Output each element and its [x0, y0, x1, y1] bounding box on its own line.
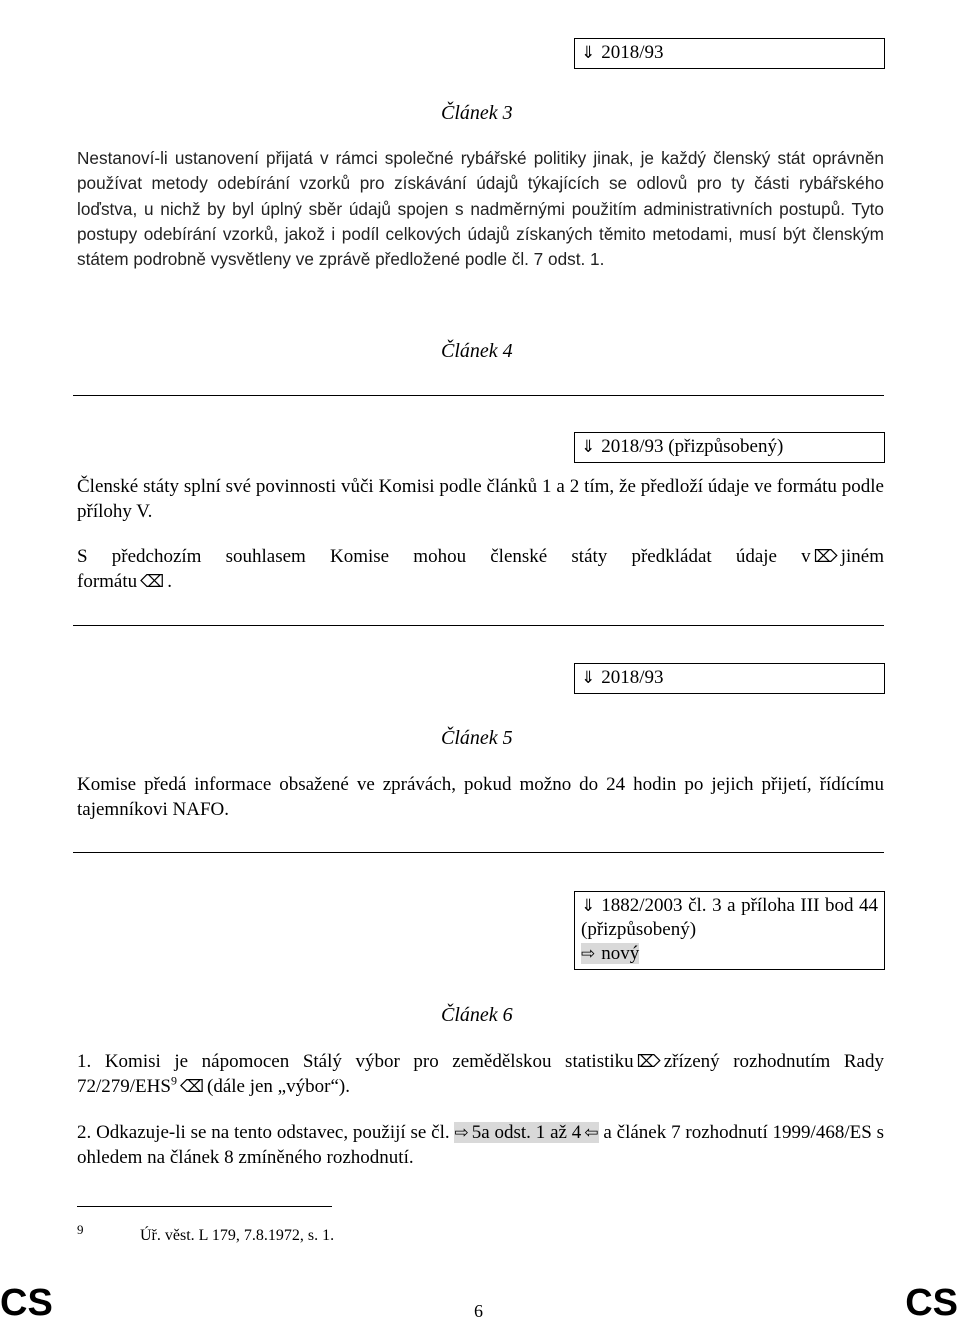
article-6-paragraph-1 [77, 1050, 884, 1099]
arrow-down-icon: ⇓ [581, 896, 596, 916]
inserted-text-block [454, 1122, 598, 1143]
source-reference-text: 2018/93 [601, 667, 664, 688]
paragraph-text: . [167, 570, 172, 592]
language-code-right: CS [905, 1282, 958, 1324]
section-divider [73, 852, 884, 853]
arrow-down-icon: ⇓ [581, 437, 596, 457]
footnote-reference[interactable]: 9 [170, 1073, 177, 1088]
paragraph-text: a článek 7 rozhodnutí 1999/468/ES s ohledem na článek 8 zmíněného rozhodnutí. [77, 1122, 885, 1168]
article-4-paragraph-2 [77, 545, 884, 594]
article-5-heading: Článek 5 [441, 727, 513, 749]
language-code-left: CS [0, 1282, 53, 1324]
delete-start-icon: ⌦ [636, 1052, 661, 1072]
article-3-heading: Článek 3 [441, 102, 513, 124]
article-3-text: Nestanoví-li ustanovení přijatá v rámci společné rybářské politiky jinak, je každý členský stát oprávněn používat metody odebírání vzorků pro získávání údajů týkajících se odlovů pro ty části rybářského loďstva, u nichž by byl úplný sběr údajů spojen s nadměrnými použitím administrativních postupů. Tyto postupy odebírání vzorků, jakož i podíl celkových údajů získaných těmito metodami, musí být členským státem podrobně vysvětleny ve zprávě předložené podle čl. 7 odst. 1. [77, 148, 884, 270]
paragraph-text: 1. Komisi je nápomocen Stálý výbor pro zemědělskou statistiku [77, 1051, 634, 1072]
delete-start-icon: ⌦ [813, 547, 838, 567]
deleted-text: (dále jen „výbor“). [207, 1075, 350, 1097]
page-number: 6 [474, 1301, 483, 1321]
arrow-down-icon: ⇓ [581, 668, 596, 688]
section-divider [73, 395, 884, 396]
deleted-text: zřízený rozhodnutím Rady 72/279/EHS [77, 1051, 884, 1097]
arrow-left-icon: ⇦ [584, 1123, 599, 1143]
arrow-right-icon: ⇨ [454, 1123, 469, 1143]
footnote-divider [77, 1206, 332, 1207]
article-4-paragraph-1: Členské státy splní své povinnosti vůči Komisi podle článků 1 a 2 tím, že předloží údaje ve formátu podle přílohy V. [77, 476, 884, 522]
source-reference-text: 2018/93 (přizpůsobený) [601, 436, 784, 457]
delete-end-icon: ⌫ [179, 1076, 204, 1097]
new-text-label: nový [601, 943, 640, 964]
source-reference-box [574, 663, 885, 694]
section-divider [73, 625, 884, 626]
article-6-heading: Článek 6 [441, 1004, 513, 1026]
footnote-number: 9 [77, 1222, 84, 1237]
arrow-down-icon: ⇓ [581, 43, 596, 63]
deleted-text: jiném formátu [77, 546, 884, 592]
delete-end-icon: ⌫ [140, 571, 165, 592]
article-5-text: Komise předá informace obsažené ve zprávách, pokud možno do 24 hodin po jejich přijetí, řídícímu tajemníkovi NAFO. [77, 774, 884, 820]
source-reference-box [574, 891, 885, 970]
footnote-text: Úř. věst. L 179, 7.8.1972, s. 1. [140, 1227, 335, 1244]
paragraph-text: 2. Odkazuje-li se na tento odstavec, použijí se čl. [77, 1122, 450, 1143]
arrow-right-icon: ⇨ [581, 944, 596, 964]
inserted-text: 5a odst. 1 až 4 [471, 1122, 582, 1143]
article-4-heading: Článek 4 [441, 340, 513, 362]
source-reference-text: 1882/2003 čl. 3 a příloha III bod 44 (přizpůsobený) [581, 895, 878, 940]
paragraph-text: S předchozím souhlasem Komise mohou členské státy předkládat údaje v [77, 546, 811, 567]
article-6-paragraph-2 [77, 1121, 884, 1170]
source-reference-box [574, 38, 885, 69]
source-reference-box [574, 432, 885, 463]
source-reference-text: 2018/93 [601, 42, 664, 63]
